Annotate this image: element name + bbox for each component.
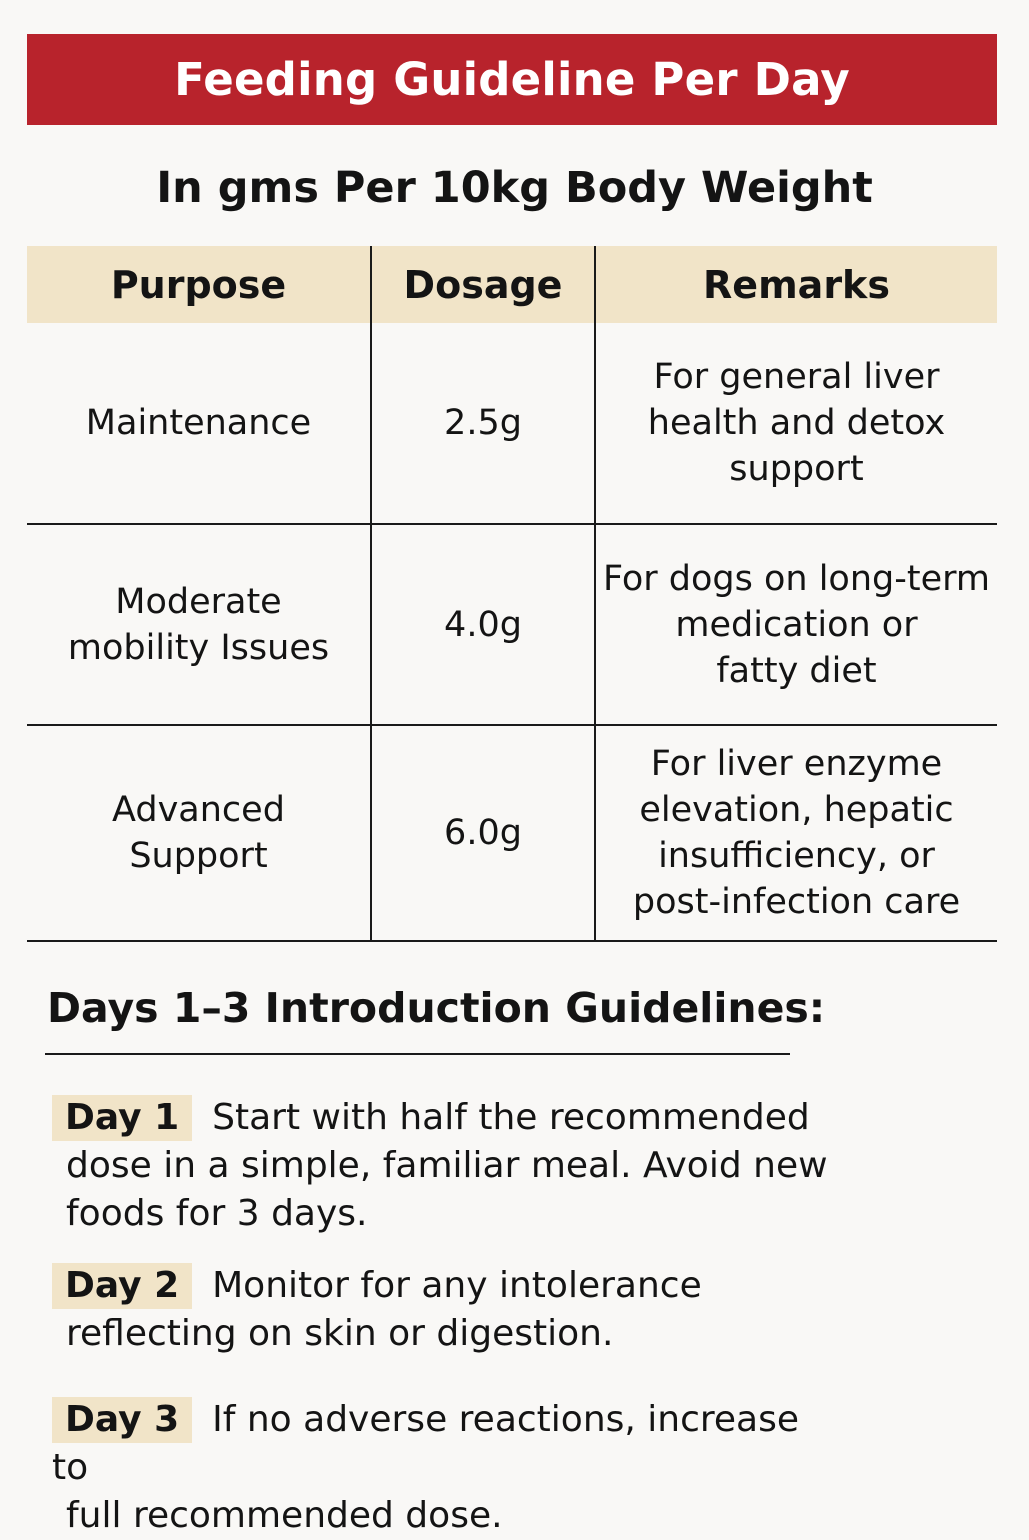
purpose-line: Support <box>129 836 268 876</box>
remarks-line: medication or <box>675 604 918 645</box>
step-text: foods for 3 days. <box>66 1193 368 1234</box>
purpose-line: Moderate <box>115 581 282 622</box>
intro-step <box>52 1094 832 1238</box>
remarks-line: For liver enzyme <box>650 744 943 784</box>
header-purpose: Purpose <box>27 246 370 323</box>
header-remarks: Remarks <box>594 246 997 323</box>
day-badge: Day 1 <box>52 1095 192 1141</box>
purpose-cell <box>27 525 370 724</box>
dosage-cell: 4.0g <box>370 525 594 724</box>
step-text: reflecting on skin or digestion. <box>66 1313 614 1354</box>
table-row <box>27 323 997 525</box>
table-row <box>27 525 997 726</box>
remarks-line: post-infection care <box>632 882 961 922</box>
title-banner <box>27 34 997 125</box>
purpose-cell <box>27 323 370 523</box>
dosage-cell: 2.5g <box>370 323 594 523</box>
page-title: Feeding Guideline Per Day <box>174 53 850 106</box>
step-text: Monitor for any intolerance <box>212 1265 702 1306</box>
remarks-line: insufficiency, or <box>658 836 935 876</box>
step-text: If no adverse reactions, increase to <box>52 1399 800 1488</box>
step-text: dose in a simple, familiar meal. Avoid new <box>66 1145 828 1186</box>
remarks-cell <box>594 726 997 940</box>
step-text: Start with half the recommended <box>212 1097 810 1138</box>
purpose-line: Maintenance <box>85 403 312 443</box>
header-dosage: Dosage <box>370 246 594 323</box>
remarks-line: fatty diet <box>716 650 877 691</box>
section-heading: Days 1–3 Introduction Guidelines: <box>47 984 826 1032</box>
dosage-cell: 6.0g <box>370 726 594 940</box>
purpose-cell <box>27 726 370 940</box>
remarks-cell <box>594 525 997 724</box>
purpose-line: mobility Issues <box>67 627 330 668</box>
remarks-line: For dogs on long-term <box>602 558 991 599</box>
table-header-row <box>27 246 997 323</box>
intro-step <box>52 1396 832 1540</box>
remarks-cell <box>594 323 997 523</box>
dosage-table <box>27 246 997 942</box>
step-text: full recommended dose. <box>66 1495 503 1536</box>
remarks-line: health and detox <box>647 403 946 443</box>
intro-step <box>52 1262 832 1358</box>
purpose-line: Advanced <box>112 790 285 830</box>
table-row <box>27 726 997 942</box>
day-badge: Day 3 <box>52 1397 192 1443</box>
remarks-line: For general liver <box>653 357 940 397</box>
remarks-line: support <box>729 449 864 489</box>
section-divider <box>45 1053 790 1055</box>
page-subtitle: In gms Per 10kg Body Weight <box>156 163 873 213</box>
day-badge: Day 2 <box>52 1263 192 1309</box>
remarks-line: elevation, hepatic <box>639 790 954 830</box>
